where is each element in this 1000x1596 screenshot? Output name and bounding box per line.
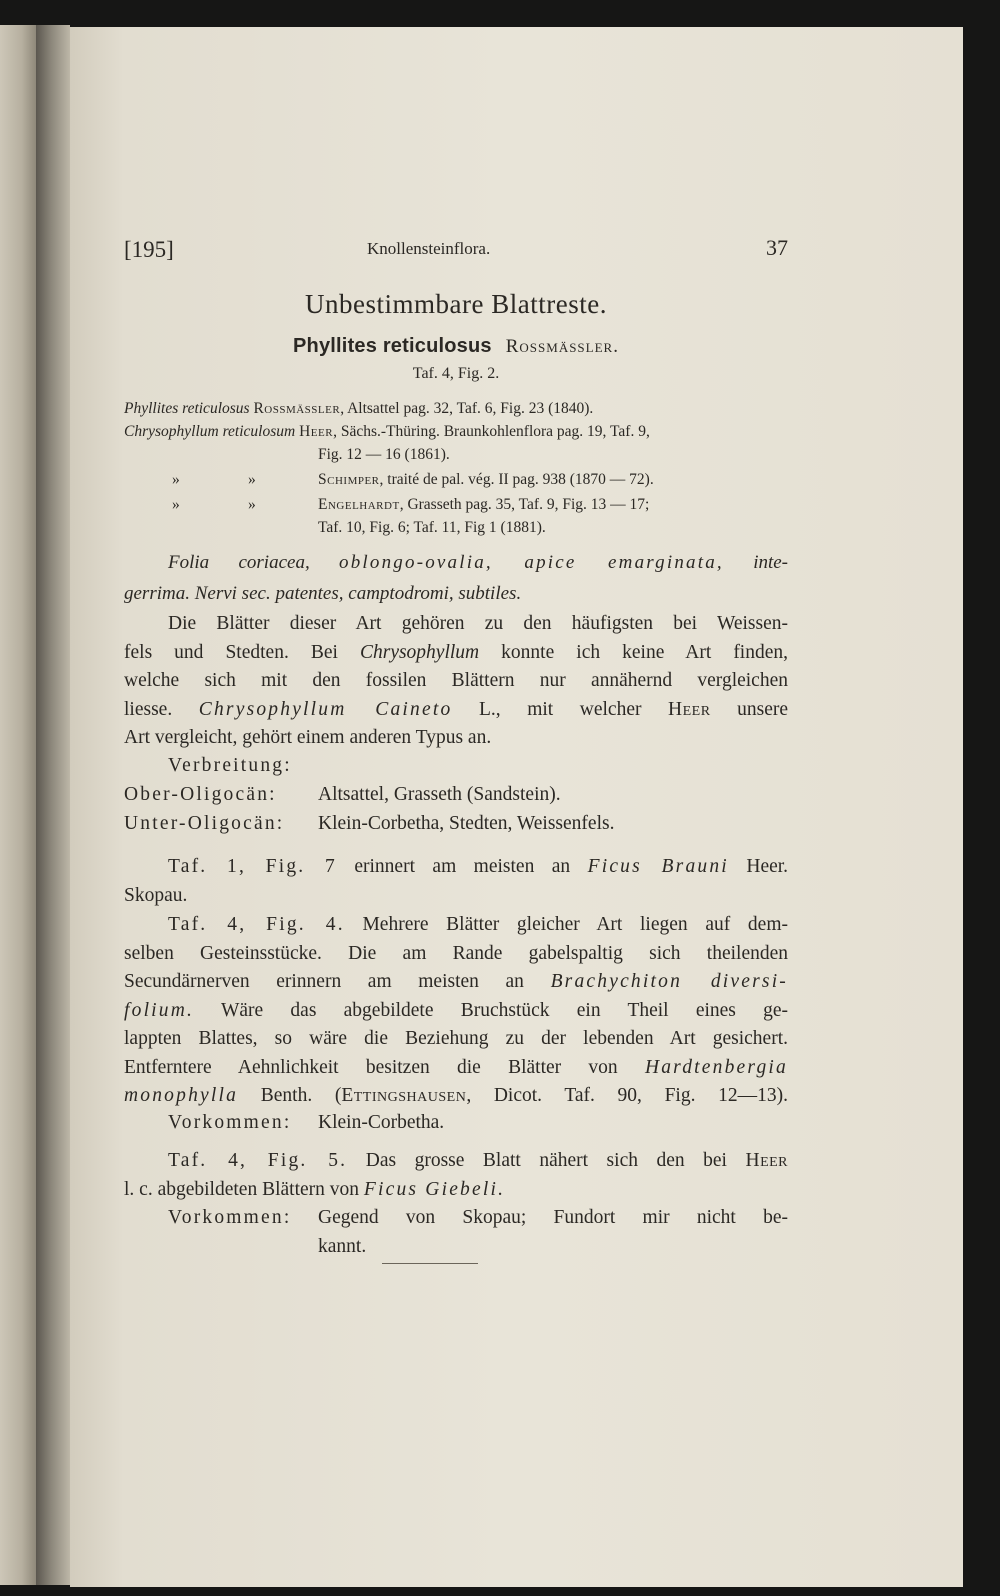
section-title: Unbestimmbare Blattreste.: [305, 289, 607, 319]
end-rule: [382, 1263, 478, 1264]
page-number: 37: [766, 235, 788, 260]
page-reference: [195]: [124, 237, 174, 262]
synonym-line: Phyllites reticulosus Rossmässler, Altsattel pag. 32, Taf. 6, Fig. 23 (1840).: [124, 400, 594, 417]
discussion-paragraph: Die Blätter dieser Art gehören zu den häufigsten bei Weissen- fels und Stedten. Bei Chrysophyllum konnte ich keine Art finden, welche sich mit den fossilen Blättern nur annähernd vergleichen liesse. Chrysophyllum Caineto L., mit welcher Heer unsere Art vergleicht, gehört einem anderen Typus an.: [124, 613, 789, 748]
book-page: [195] Knollensteinflora. 37 Unbestimmbare Blattreste. Phyllites reticulosus Rossmässler. Taf. 4, Fig. 2. Phyllites reticulosus Rossmässler, Altsattel pag. 32, Taf. 6, Fig. 23 (1840). Chrysophyllum reticulosum Heer, Sächs.-Thüring. Braunkohlenflora pag. 19, Taf. 9, Fig. 12 — 16 (1861). » » Schimper, traité de pal. vég. II pag. 938 (1870 — 72). » » Engelhardt, Grasseth pag. 35, Taf. 9, Fig. 13 — 17; Taf. 10, Fig. 6; Taf. 11, Fig 1 (1881). Folia coriacea, oblongo-ovalia, apice emarginata, inte- gerrima. Nervi sec. patentes, camptodromi, subtiles. Die Blätter dieser Art gehören zu den häufigsten bei Weissen- fels und Stedten. Bei Chrysophyllum konnte ich keine Art finden, welche sich mit den fossilen Blättern nur annähernd vergleichen liesse. Chrysophyllum Caineto L., mit welcher Heer unsere Art vergleicht, gehört einem anderen Typus an. Verbreitung: Ober-Oligocän: Altsattel, Grasseth (Sandstein). Unter-Oligocän: Klein-Corbetha, Stedten, Weissenfels. Taf. 1, Fig. 7 erinnert am meisten an Ficus Brauni Heer. Skopau. Taf. 4, Fig. 4. Mehrere Blätter gleicher Art liegen auf dem- selben Gesteinsstücke. Die am Rande gabelspaltig sich theilenden Secundärnerven erinnern am meisten an Brachychiton diversi- folium. Wäre das abgebildete Bruchstück ein Theil eines ge- lappten Blattes, so wäre die Beziehung zu der lebenden Art gesichert. Entferntere Aehnlichkeit besitzen die Blätter von Hardtenbergia monophylla Benth. (Ettingshausen, Dicot. Taf. 90, Fig. 12—13). Vorkommen: Klein-Corbetha. Taf. 4, Fig. 5. Das grosse Blatt nähert sich den bei Heer l. c. abgebildeten Blättern von Ficus Giebeli. Vorkommen: Gegend von Skopau; Fundort mir nicht be- kannt.: [70, 27, 963, 1587]
facing-page-edge: [0, 25, 36, 1585]
synonym-line: » » Schimper, traité de pal. vég. II pag. 938 (1870 — 72).: [172, 471, 654, 488]
species-name: Phyllites reticulosus: [293, 335, 492, 357]
figure-note: Taf. 4, Fig. 5. Das grosse Blatt nähert sich den bei Heer l. c. abgebildeten Blättern von Ficus Giebeli.: [124, 1150, 789, 1200]
running-head: [124, 233, 788, 263]
synonym-line: Chrysophyllum reticulosum Heer, Sächs.-Thüring. Braunkohlenflora pag. 19, Taf. 9,: [124, 423, 650, 440]
figure-note: Taf. 4, Fig. 4. Mehrere Blätter gleicher Art liegen auf dem- selben Gesteinsstücke. Die am Rande gabelspaltig sich theilenden Secundärnerven erinnern am meisten an Brachychiton diversi- folium. Wäre das abgebildete Bruchstück ein Theil eines ge- lappten Blattes, so wäre die Beziehung zu der lebenden Art gesichert. Entferntere Aehnlichkeit besitzen die Blätter von Hardtenbergia monophylla Benth. (Ettingshausen, Dicot. Taf. 90, Fig. 12—13).: [124, 914, 788, 1106]
running-title: Knollensteinflora.: [367, 239, 491, 258]
synonym-line: » » Engelhardt, Grasseth pag. 35, Taf. 9, Fig. 13 — 17;: [172, 496, 650, 513]
distribution-row: Ober-Oligocän: Altsattel, Grasseth (Sandstein).: [124, 784, 561, 805]
synonym-continuation: Fig. 12 — 16 (1861).: [318, 446, 450, 463]
figure-note: Taf. 1, Fig. 7 erinnert am meisten an Ficus Brauni Heer. Skopau.: [124, 856, 789, 906]
distribution-heading: Verbreitung:: [168, 755, 292, 776]
occurrence-row: Vorkommen: Gegend von Skopau; Fundort mir nicht be-: [168, 1207, 788, 1228]
occurrence-row: Vorkommen: Klein-Corbetha.: [168, 1112, 445, 1133]
species-heading: [124, 335, 788, 358]
synonym-continuation: Taf. 10, Fig. 6; Taf. 11, Fig 1 (1881).: [318, 519, 546, 536]
latin-diagnosis: Folia coriacea, oblongo-ovalia, apice emarginata, inte- gerrima. Nervi sec. patentes, camptodromi, subtiles.: [124, 552, 789, 604]
plate-reference: Taf. 4, Fig. 2.: [412, 365, 500, 382]
distribution-row: Unter-Oligocän: Klein-Corbetha, Stedten, Weissenfels.: [124, 813, 615, 834]
book-gutter: [36, 25, 70, 1585]
species-author: Rossmässler.: [505, 336, 619, 357]
